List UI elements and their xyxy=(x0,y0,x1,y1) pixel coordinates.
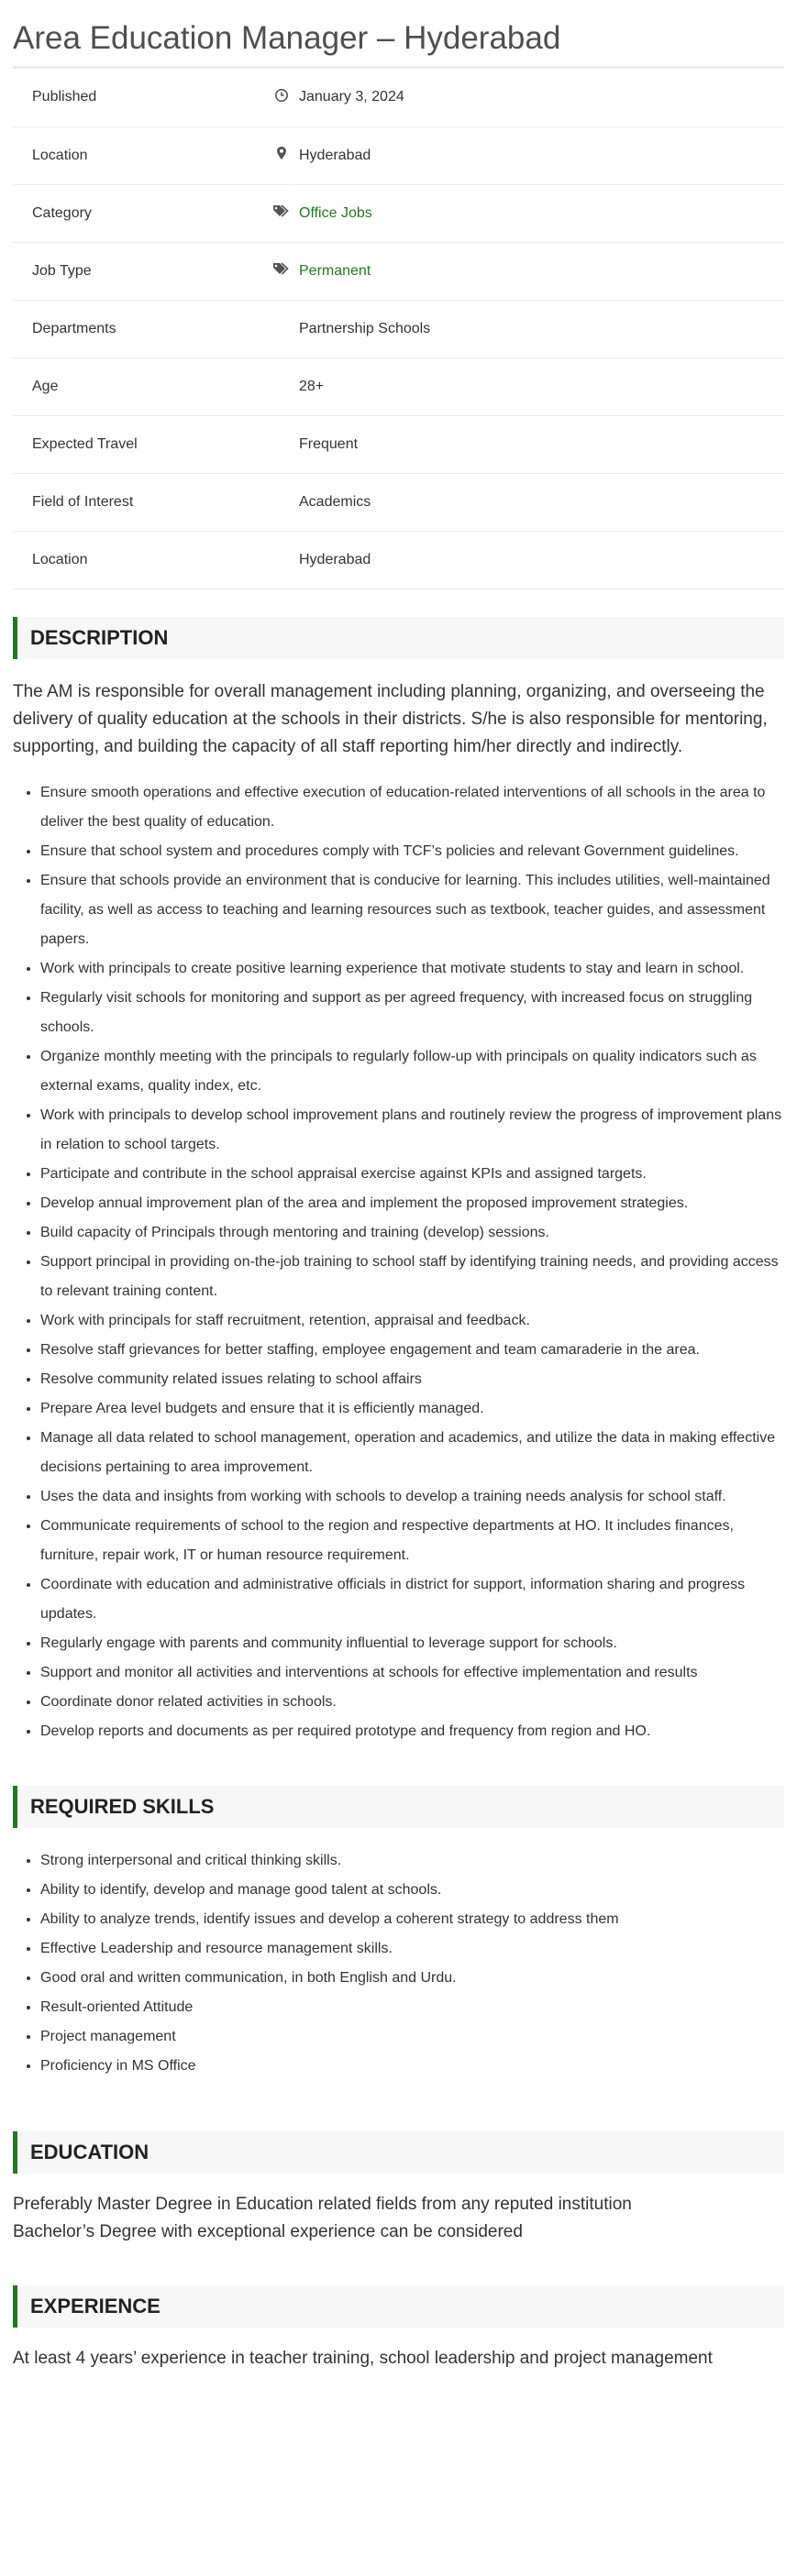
meta-label: Expected Travel xyxy=(32,435,138,452)
list-item: • Good oral and written communication, in both English and Urdu. xyxy=(40,1964,784,1993)
list-item: • Ensure that schools provide an environment that is conducive for learning. This includes utilities, well-maintained facility, as well as access to teaching and learning resources such as textbook, teacher guides, and assessment papers. xyxy=(40,866,784,954)
meta-value xyxy=(298,242,784,300)
meta-row-job-type xyxy=(13,242,784,300)
list-item: • Ability to identify, develop and manage good talent at schools. xyxy=(40,1876,784,1905)
meta-value: 28+ xyxy=(299,378,325,394)
category-link[interactable]: Office Jobs xyxy=(299,204,372,221)
education-line: Bachelor’s Degree with exceptional experience can be considered xyxy=(13,2221,523,2241)
description-heading: DESCRIPTION xyxy=(13,617,784,659)
list-item: • Work with principals to develop school improvement plans and routinely review the progress of improvement plans in relation to school targets. xyxy=(40,1101,784,1160)
meta-value: Hyderabad xyxy=(299,551,371,567)
description-list xyxy=(13,778,784,1746)
list-item: • Resolve staff grievances for better staffing, employee engagement and team camaraderie in the area. xyxy=(40,1336,784,1365)
list-item: • Participate and contribute in the school appraisal exercise against KPIs and assigned targets. xyxy=(40,1160,784,1189)
list-item: • Regularly visit schools for monitoring and support as per agreed frequency, with increased focus on struggling schools. xyxy=(40,984,784,1042)
experience-line: At least 4 years’ experience in teacher training, school leadership and project management xyxy=(13,2348,713,2368)
map-pin-icon xyxy=(265,127,298,184)
skills-heading: REQUIRED SKILLS xyxy=(13,1786,784,1828)
meta-row-departments xyxy=(13,300,784,358)
list-item: • Proficiency in MS Office xyxy=(40,2052,784,2081)
meta-value: January 3, 2024 xyxy=(299,89,404,105)
clock-icon xyxy=(265,69,298,127)
list-item: • Build capacity of Principals through mentoring and training (develop) sessions. xyxy=(40,1218,784,1248)
tags-icon xyxy=(265,242,298,300)
education-heading: EDUCATION xyxy=(13,2131,784,2174)
meta-row-location xyxy=(13,127,784,184)
experience-heading: EXPERIENCE xyxy=(13,2285,784,2328)
list-item: • Resolve community related issues relating to school affairs xyxy=(40,1365,784,1394)
tags-icon xyxy=(265,184,298,242)
meta-label: Location xyxy=(32,551,88,567)
meta-icon-placeholder xyxy=(265,531,298,589)
page-title: Area Education Manager – Hyderabad xyxy=(13,0,784,69)
skills-list xyxy=(13,1846,784,2081)
meta-icon-placeholder xyxy=(265,358,298,415)
description-intro: The AM is responsible for overall management including planning, organizing, and overseeing the delivery of quality education at the schools in their districts. S/he is also responsible for mentoring, supporting, and building the capacity of all staff reporting him/her directly and indirectly. xyxy=(13,681,768,756)
meta-value: Partnership Schools xyxy=(299,320,431,336)
meta-label: Age xyxy=(32,378,59,394)
list-item: • Prepare Area level budgets and ensure that it is efficiently managed. xyxy=(40,1394,784,1424)
meta-label: Departments xyxy=(32,320,116,336)
list-item: • Ability to analyze trends, identify issues and develop a coherent strategy to address them xyxy=(40,1905,784,1934)
meta-icon-placeholder xyxy=(265,415,298,473)
meta-label: Job Type xyxy=(32,262,92,279)
list-item: • Ensure smooth operations and effective execution of education-related interventions of all schools in the area to deliver the best quality of education. xyxy=(40,778,784,837)
list-item: • Manage all data related to school management, operation and academics, and utilize the data in making effective decisions pertaining to area improvement. xyxy=(40,1424,784,1482)
list-item: • Coordinate with education and administrative officials in district for support, information sharing and progress updates. xyxy=(40,1570,784,1629)
list-item: • Uses the data and insights from working with schools to develop a training needs analysis for school staff. xyxy=(40,1482,784,1512)
meta-label: Published xyxy=(32,89,97,105)
list-item: • Develop annual improvement plan of the area and implement the proposed improvement strategies. xyxy=(40,1189,784,1218)
meta-value xyxy=(298,184,784,242)
meta-row-category xyxy=(13,184,784,242)
list-item: • Regularly engage with parents and community influential to leverage support for schools. xyxy=(40,1629,784,1658)
list-item: • Organize monthly meeting with the principals to regularly follow-up with principals on quality indicators such as external exams, quality index, etc. xyxy=(40,1042,784,1101)
meta-icon-placeholder xyxy=(265,300,298,358)
list-item: • Support principal in providing on-the-job training to school staff by identifying training needs, and providing access to relevant training content. xyxy=(40,1248,784,1306)
meta-label: Field of Interest xyxy=(32,493,134,510)
meta-row-location-2 xyxy=(13,531,784,589)
education-line: Preferably Master Degree in Education related fields from any reputed institution xyxy=(13,2194,632,2214)
meta-label: Location xyxy=(32,147,88,163)
list-item: • Strong interpersonal and critical thinking skills. xyxy=(40,1846,784,1876)
meta-row-age xyxy=(13,358,784,415)
list-item: • Project management xyxy=(40,2022,784,2052)
meta-value: Academics xyxy=(299,493,371,510)
list-item: • Ensure that school system and procedures comply with TCF’s policies and relevant Government guidelines. xyxy=(40,837,784,866)
list-item: • Work with principals for staff recruitment, retention, appraisal and feedback. xyxy=(40,1306,784,1336)
list-item: • Work with principals to create positive learning experience that motivate students to stay and learn in school. xyxy=(40,954,784,984)
meta-row-published xyxy=(13,69,784,127)
list-item: • Communicate requirements of school to the region and respective departments at HO. It includes finances, furniture, repair work, IT or human resource requirement. xyxy=(40,1512,784,1570)
meta-icon-placeholder xyxy=(265,473,298,531)
list-item: • Develop reports and documents as per required prototype and frequency from region and HO. xyxy=(40,1717,784,1746)
list-item: • Effective Leadership and resource management skills. xyxy=(40,1934,784,1964)
meta-label: Category xyxy=(32,204,92,221)
meta-row-field-of-interest xyxy=(13,473,784,531)
job-meta-table xyxy=(13,69,784,589)
list-item: • Result-oriented Attitude xyxy=(40,1993,784,2022)
list-item: • Support and monitor all activities and interventions at schools for effective implementation and results xyxy=(40,1658,784,1688)
list-item: • Coordinate donor related activities in schools. xyxy=(40,1688,784,1717)
meta-value: Hyderabad xyxy=(299,147,371,163)
job-type-link[interactable]: Permanent xyxy=(299,262,371,279)
meta-value: Frequent xyxy=(299,435,359,452)
meta-row-travel xyxy=(13,415,784,473)
